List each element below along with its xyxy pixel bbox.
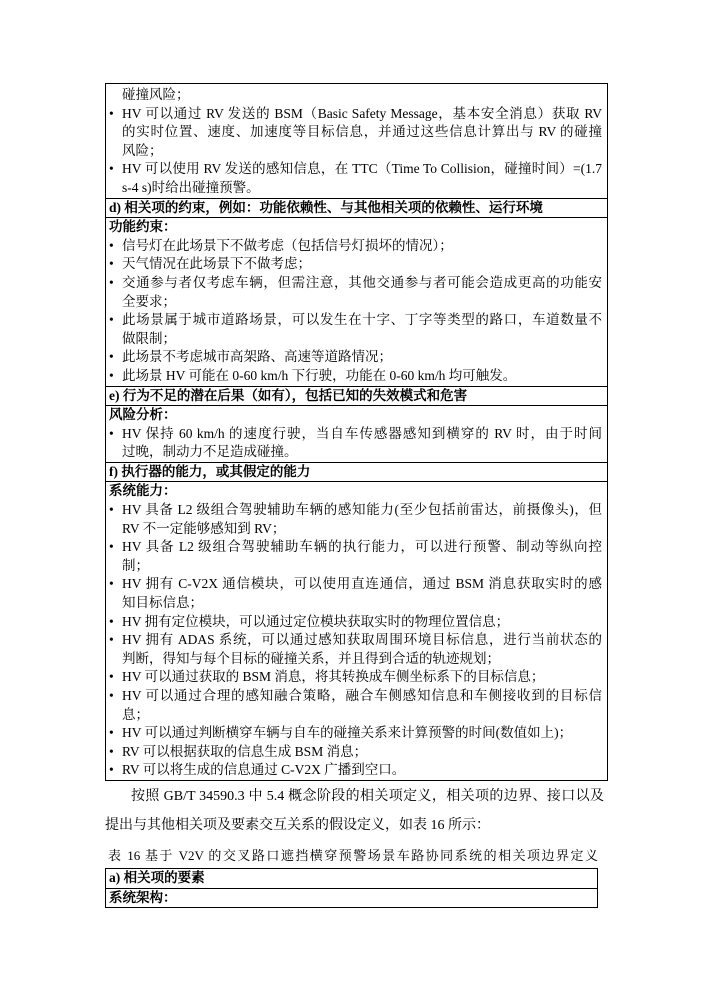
table-row (106, 888, 597, 908)
table-header-row (106, 386, 607, 406)
text-line: 的实时位置、速度、加速度等目标信息，并通过这些信息计算出与 RV 的碰撞 (122, 124, 602, 140)
bullet-icon (109, 105, 122, 124)
list-item (109, 575, 602, 612)
bullet-icon (109, 274, 122, 293)
text-line: 制； (122, 557, 149, 573)
text-line: RV 可以根据获取的信息生成 BSM 消息； (122, 743, 368, 759)
list-item (109, 105, 602, 161)
related-item-table-continued (105, 83, 608, 781)
text-line: HV 可以通过合理的感知融合策略，融合车侧感知信息和车侧接收到的目标信 (122, 688, 602, 703)
text-line: HV 拥有 C-V2X 通信模块，可以使用直连通信，通过 BSM 消息获取实时的感 (122, 576, 602, 592)
text-line: 全要求； (122, 293, 176, 309)
bullet-icon (109, 311, 122, 330)
section-header: f) 执行器的能力，或其假定的能力 (109, 463, 311, 479)
bullet-icon (109, 425, 122, 444)
text-line: 知目标信息； (122, 595, 203, 611)
list-item (109, 237, 602, 256)
section-heading: 系统能力： (109, 483, 177, 499)
bullet-icon (109, 538, 122, 557)
bullet-icon (109, 160, 122, 179)
text-line: 此场景不考虑城市高架路、高速等道路情况； (122, 349, 392, 365)
list-item (109, 687, 602, 724)
bullet-icon (109, 367, 122, 386)
text-line: HV 可以通过判断横穿车辆与自车的碰撞关系来计算预警的时间(数值如上)； (122, 725, 573, 741)
text-line: 此场景属于城市道路场景，可以发生在十字、丁字等类型的路口，车道数量不 (122, 312, 602, 328)
bullet-icon (109, 237, 122, 256)
text-line: HV 拥有 ADAS 系统，可以通过感知获取周围环境目标信息，进行当前状态的 (122, 632, 602, 648)
table-header-row (106, 869, 597, 888)
text-line: 过晚，制动力不足造成碰撞。 (122, 444, 298, 460)
text-line: 提出与其他相关项及要素交互关系的假设定义，如表 16 所示： (105, 818, 490, 833)
list-item (109, 724, 602, 743)
table-caption: 表 16 基于 V2V 的交叉路口遮挡横穿预警场景车路协同系统的相关项边界定义 (108, 848, 598, 863)
bullet-icon (109, 631, 122, 650)
list-item-continuation (109, 86, 602, 105)
list-item (109, 761, 602, 780)
text-line: s-4 s)时给出碰撞预警。 (122, 179, 260, 195)
text-line: 做限制； (122, 330, 176, 346)
bullet-icon (109, 687, 122, 706)
list-item (109, 311, 602, 348)
list-item (109, 668, 602, 687)
table-header-row (106, 198, 607, 218)
table-header-row (106, 462, 607, 482)
section-header: e) 行为不足的潜在后果（如有），包括已知的失效模式和危害 (109, 387, 468, 403)
list-item (109, 613, 602, 632)
text-line: HV 具备 L2 级组合驾驶辅助车辆的执行能力，可以进行预警、制动等纵向控 (122, 539, 602, 555)
bullet-icon (109, 575, 122, 594)
list-item (109, 255, 602, 274)
bullet-icon (109, 613, 122, 632)
list-item (109, 501, 602, 538)
bullet-icon (109, 761, 122, 780)
list-item (109, 348, 602, 367)
list-item (109, 367, 602, 386)
text-line: HV 可以通过 RV 发送的 BSM（Basic Safety Message，基本安全消息）获取 RV (122, 105, 602, 121)
bullet-icon (109, 743, 122, 762)
text-line: 信号灯在此场景下不做考虑（包括信号灯损坏的情况）； (122, 237, 453, 253)
text-line: 风险； (122, 142, 163, 158)
bullet-icon (109, 348, 122, 367)
section-header: a) 相关项的要素 (109, 870, 205, 885)
text-line: 按照 GB/T 34590.3 中 5.4 概念阶段的相关项定义，相关项的边界、接口以及 (131, 789, 604, 804)
body-paragraph (105, 782, 604, 840)
text-line: 息； (122, 706, 149, 722)
table-row (106, 405, 607, 462)
section-heading: 功能约束： (109, 219, 177, 235)
list-item (109, 274, 602, 311)
list-item (109, 631, 602, 668)
bullet-icon (109, 724, 122, 743)
text-line: RV 可以将生成的信息通过 C-V2X 广播到空口。 (122, 762, 406, 778)
text-line: HV 保持 60 km/h 的速度行驶，当自车传感器感知到横穿的 RV 时，由于时间 (122, 425, 602, 441)
text-line: HV 可以使用 RV 发送的感知信息，在 TTC（Time To Collision，碰撞时间）=(1.7 (122, 161, 602, 177)
text-line: RV 不一定能够感知到 RV； (122, 520, 286, 536)
section-heading: 系统架构： (109, 889, 177, 905)
table-row (106, 481, 607, 780)
table-row (106, 84, 607, 198)
table-row (106, 217, 607, 385)
text-line: 交通参与者仅考虑车辆，但需注意，其他交通参与者可能会造成更高的功能安 (122, 274, 602, 290)
text-line: 天气情况在此场景下不做考虑； (122, 256, 311, 272)
section-header: d) 相关项的约束，例如：功能依赖性、与其他相关项的依赖性、运行环境 (109, 199, 543, 215)
text-line: HV 拥有定位模块，可以通过定位模块获取实时的物理位置信息； (122, 613, 510, 629)
text-line: HV 可以通过获取的 BSM 消息，将其转换成车侧坐标系下的目标信息； (122, 669, 545, 685)
list-item (109, 425, 602, 462)
bullet-icon (109, 668, 122, 687)
related-item-boundary-table (105, 868, 598, 908)
bullet-icon (109, 255, 122, 274)
bullet-icon (109, 501, 122, 520)
list-item (109, 538, 602, 575)
list-item (109, 160, 602, 197)
text-line: 碰撞风险； (122, 87, 190, 102)
section-heading: 风险分析： (109, 407, 177, 423)
text-line: 此场景 HV 可能在 0-60 km/h 下行驶，功能在 0-60 km/h 均可触发。 (122, 367, 517, 383)
text-line: 判断，得知与每个目标的碰撞关系，并且得到合适的轨迹规划； (122, 650, 500, 666)
list-item (109, 743, 602, 762)
text-line: HV 具备 L2 级组合驾驶辅助车辆的感知能力(至少包括前雷达，前摄像头)，但 (122, 502, 602, 518)
